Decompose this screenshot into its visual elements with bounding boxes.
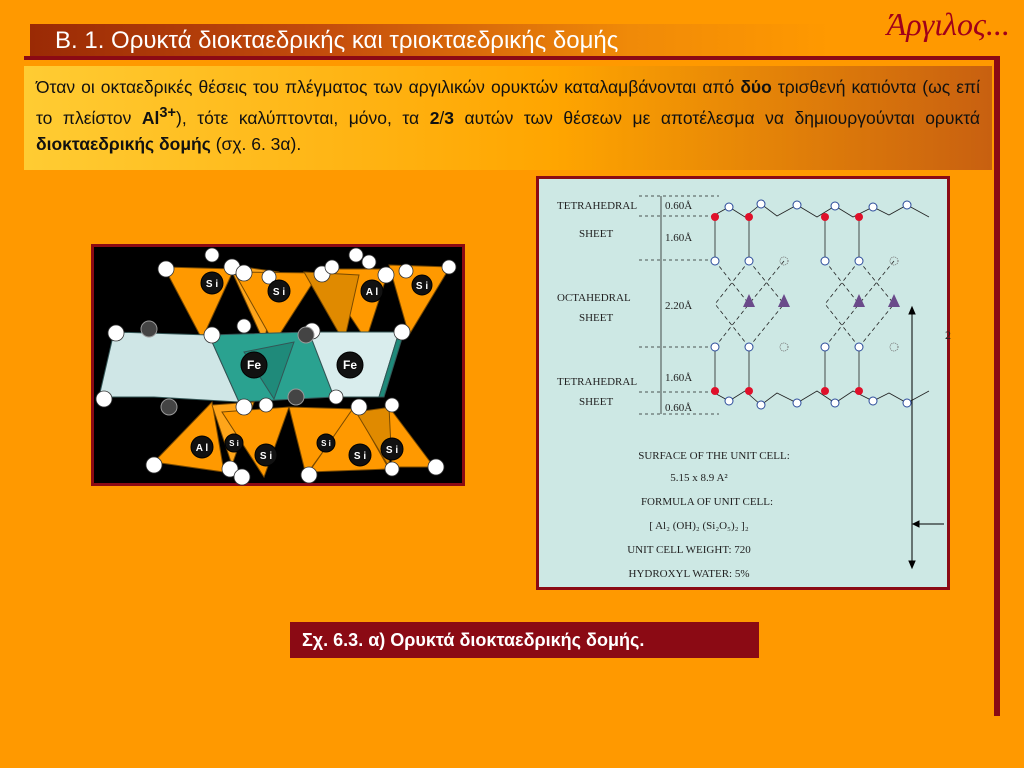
distance-label: 0.60Å xyxy=(665,200,693,212)
figure-caption: Σχ. 6.3. α) Ορυκτά διοκταεδρικής δομής. xyxy=(290,622,759,658)
brand-title: Άργιλος... xyxy=(886,6,1010,42)
para-bold: 2 xyxy=(429,107,440,128)
para-bold: Al xyxy=(141,107,160,128)
edge-label: 2 xyxy=(945,328,951,342)
slide-title: B. 1. Ορυκτά διοκταεδρικής και τριοκταεδρικής δομής xyxy=(55,27,619,54)
si-label: S i xyxy=(415,281,429,292)
para-bold: διοκταεδρικής δομής xyxy=(36,133,211,154)
para-text: (σχ. 6. 3α). xyxy=(210,133,302,154)
unit-cell-diagram xyxy=(539,179,951,587)
distance-label: 1.60Å xyxy=(665,232,693,244)
unit-cell-info: UNIT CELL WEIGHT: 720 xyxy=(627,544,751,556)
para-text: / xyxy=(439,107,445,128)
sheet-label: TETRAHEDRAL xyxy=(557,200,638,212)
decor-line-top xyxy=(24,56,1000,60)
sheet-label: SHEET xyxy=(579,396,614,408)
fe-label: Fe xyxy=(342,358,358,372)
sheet-label: OCTAHEDRAL xyxy=(557,292,631,304)
al-label: A l xyxy=(195,443,209,454)
si-label: S i xyxy=(353,451,367,462)
si-label: S i xyxy=(321,439,331,448)
decor-line-right xyxy=(994,56,1000,716)
sheet-label: SHEET xyxy=(579,312,614,324)
para-text: Όταν οι οκταεδρικές θέσεις του πλέγματος των αργιλικών ορυκτών καταλαμβάνονται από xyxy=(36,77,741,97)
para-text: ), τότε καλύπτονται, μόνο, τα xyxy=(176,107,430,128)
si-label: S i xyxy=(259,451,273,462)
al-label: A l xyxy=(365,287,379,298)
sheet-label: TETRAHEDRAL xyxy=(557,376,638,388)
si-label: S i xyxy=(229,439,239,448)
si-label: S i xyxy=(205,279,219,290)
distance-label: 1.60Å xyxy=(665,372,693,384)
para-superscript: 3+ xyxy=(159,105,177,121)
fe-label: Fe xyxy=(246,358,262,372)
intro-paragraph xyxy=(36,74,980,157)
si-label: S i xyxy=(385,445,399,456)
unit-cell-formula: [ Al₂ (OH)₂ (Si₂O₅)₂ ]₂ xyxy=(649,520,749,532)
unit-cell-info: SURFACE OF THE UNIT CELL: xyxy=(638,450,790,462)
unit-cell-figure xyxy=(536,176,950,590)
para-text: αυτών των θέσεων με αποτέλεσμα να δημιουργούνται ορυκτά xyxy=(454,107,980,128)
unit-cell-info: HYDROXYL WATER: 5% xyxy=(628,568,750,580)
para-text: τρισθενή κατιόντα (ως επί το πλείστον xyxy=(36,77,980,128)
para-bold: δύο xyxy=(740,77,772,97)
distance-label: 2.20Å xyxy=(665,300,693,312)
si-label: S i xyxy=(272,287,286,298)
polyhedra-diagram xyxy=(94,247,462,483)
sheet-label: SHEET xyxy=(579,228,614,240)
unit-cell-info: 5.15 x 8.9 A² xyxy=(670,472,728,484)
distance-label: 0.60Å xyxy=(665,402,693,414)
para-bold: 3 xyxy=(444,107,455,128)
unit-cell-info: FORMULA OF UNIT CELL: xyxy=(640,496,774,508)
polyhedra-figure xyxy=(91,244,465,486)
